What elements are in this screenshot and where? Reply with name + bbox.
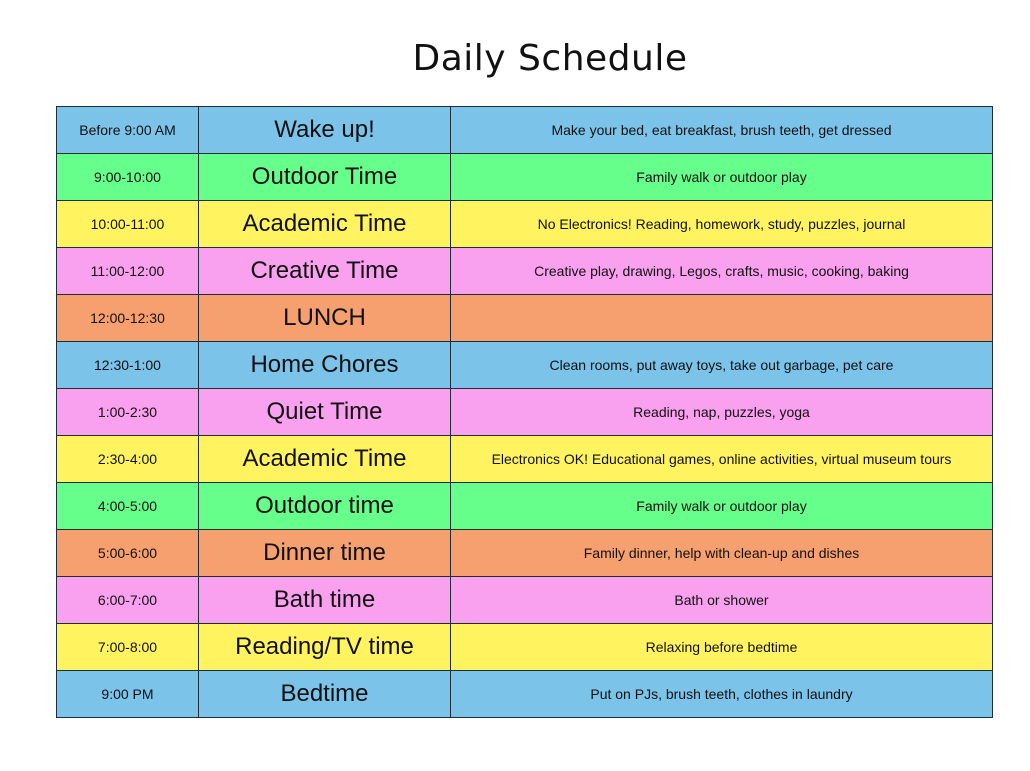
details-cell: Family walk or outdoor play (451, 483, 993, 530)
activity-cell: Dinner time (199, 530, 451, 577)
activity-cell: Outdoor Time (199, 154, 451, 201)
activity-cell: Bedtime (199, 671, 451, 718)
schedule-row (57, 201, 993, 248)
details-cell: Family dinner, help with clean-up and dishes (451, 530, 993, 577)
activity-cell: Academic Time (199, 201, 451, 248)
details-cell: Put on PJs, brush teeth, clothes in laundry (451, 671, 993, 718)
details-cell: No Electronics! Reading, homework, study, puzzles, journal (451, 201, 993, 248)
schedule-row (57, 530, 993, 577)
schedule-row (57, 671, 993, 718)
activity-cell: LUNCH (199, 295, 451, 342)
time-cell: 12:00-12:30 (57, 295, 199, 342)
activity-cell: Academic Time (199, 436, 451, 483)
schedule-row (57, 389, 993, 436)
activity-cell: Quiet Time (199, 389, 451, 436)
schedule-row (57, 342, 993, 389)
time-cell: 11:00-12:00 (57, 248, 199, 295)
activity-cell: Home Chores (199, 342, 451, 389)
activity-cell: Bath time (199, 577, 451, 624)
activity-cell: Wake up! (199, 107, 451, 154)
time-cell: Before 9:00 AM (57, 107, 199, 154)
details-cell: Bath or shower (451, 577, 993, 624)
schedule-table (56, 106, 993, 718)
time-cell: 6:00-7:00 (57, 577, 199, 624)
time-cell: 4:00-5:00 (57, 483, 199, 530)
time-cell: 9:00-10:00 (57, 154, 199, 201)
time-cell: 12:30-1:00 (57, 342, 199, 389)
schedule-row (57, 577, 993, 624)
details-cell: Electronics OK! Educational games, online activities, virtual museum tours (451, 436, 993, 483)
time-cell: 1:00-2:30 (57, 389, 199, 436)
page-title: Daily Schedule (412, 38, 688, 79)
time-cell: 5:00-6:00 (57, 530, 199, 577)
time-cell: 7:00-8:00 (57, 624, 199, 671)
activity-cell: Reading/TV time (199, 624, 451, 671)
schedule-row (57, 107, 993, 154)
details-cell (451, 295, 993, 342)
details-cell: Relaxing before bedtime (451, 624, 993, 671)
details-cell: Creative play, drawing, Legos, crafts, music, cooking, baking (451, 248, 993, 295)
schedule-row (57, 624, 993, 671)
details-cell: Make your bed, eat breakfast, brush teeth, get dressed (451, 107, 993, 154)
time-cell: 2:30-4:00 (57, 436, 199, 483)
schedule-row (57, 436, 993, 483)
time-cell: 9:00 PM (57, 671, 199, 718)
activity-cell: Outdoor time (199, 483, 451, 530)
activity-cell: Creative Time (199, 248, 451, 295)
schedule-row (57, 154, 993, 201)
schedule-body (57, 107, 993, 718)
schedule-row (57, 295, 993, 342)
schedule-row (57, 248, 993, 295)
time-cell: 10:00-11:00 (57, 201, 199, 248)
details-cell: Reading, nap, puzzles, yoga (451, 389, 993, 436)
details-cell: Clean rooms, put away toys, take out garbage, pet care (451, 342, 993, 389)
schedule-row (57, 483, 993, 530)
details-cell: Family walk or outdoor play (451, 154, 993, 201)
